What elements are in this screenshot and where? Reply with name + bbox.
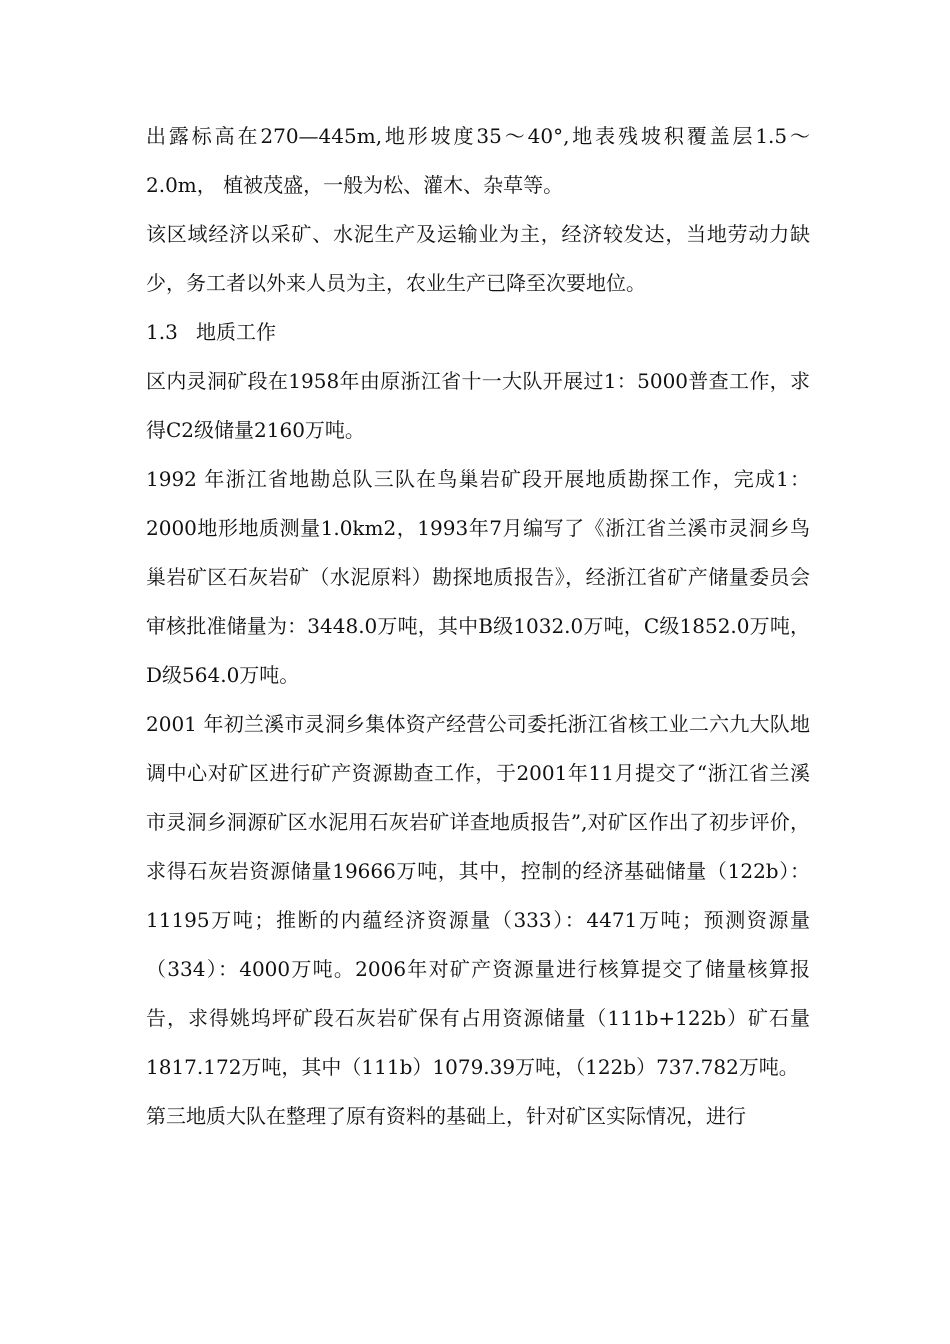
paragraph-third-brigade: 第三地质大队在整理了原有资料的基础上，针对矿区实际情况，进行 (146, 1104, 746, 1128)
paragraph-2001-survey: 2001 年初兰溪市灵洞乡集体资产经营公司委托浙江省核工业二六九大队地调中心对矿区进行矿产资源勘查工作，于2001年11月提交了“浙江省兰溪市灵洞乡洞源矿区水泥用石灰岩矿详查地质报告”,对矿区作出了初步评价，求得石灰岩资源储量19666万吨，其中，控制的经济基础储量（122b）：11195万吨；推断的内蕴经济资源量（333）：4471万吨；预测资源量（334）：4000万吨。2006年对矿产资源量进行核算提交了储量核算报告，求得姚坞坪矿段石灰岩矿保有占用资源储量（111b+122b）矿石量1817.172万吨，其中（111b）1079.39万吨，（122b）737.782万吨。 (146, 712, 810, 1079)
paragraph-1992-exploration: 1992 年浙江省地勘总队三队在鸟巢岩矿段开展地质勘探工作，完成1：2000地形地质测量1.0km2，1993年7月编写了《浙江省兰溪市灵洞乡鸟巢岩矿区石灰岩矿（水泥原料）勘探地质报告》，经浙江省矿产储量委员会审核批准储量为：3448.0万吨，其中B级1032.0万吨，C级1852.0万吨，D级564.0万吨。 (146, 467, 810, 687)
document-body (146, 112, 810, 1141)
paragraph-1958-survey: 区内灵洞矿段在1958年由原浙江省十一大队开展过1：5000普查工作，求得C2级储量2160万吨。 (146, 369, 810, 442)
paragraph-economy: 该区域经济以采矿、水泥生产及运输业为主，经济较发达，当地劳动力缺少，务工者以外来人员为主，农业生产已降至次要地位。 (146, 222, 810, 295)
paragraph-terrain: 出露标高在270—445m,地形坡度35～40°,地表残坡积覆盖层1.5～2.0m， 植被茂盛，一般为松、灌木、杂草等。 (146, 124, 810, 197)
section-title: 地质工作 (196, 320, 276, 344)
section-number: 1.3 (146, 320, 178, 344)
section-heading (146, 308, 810, 357)
